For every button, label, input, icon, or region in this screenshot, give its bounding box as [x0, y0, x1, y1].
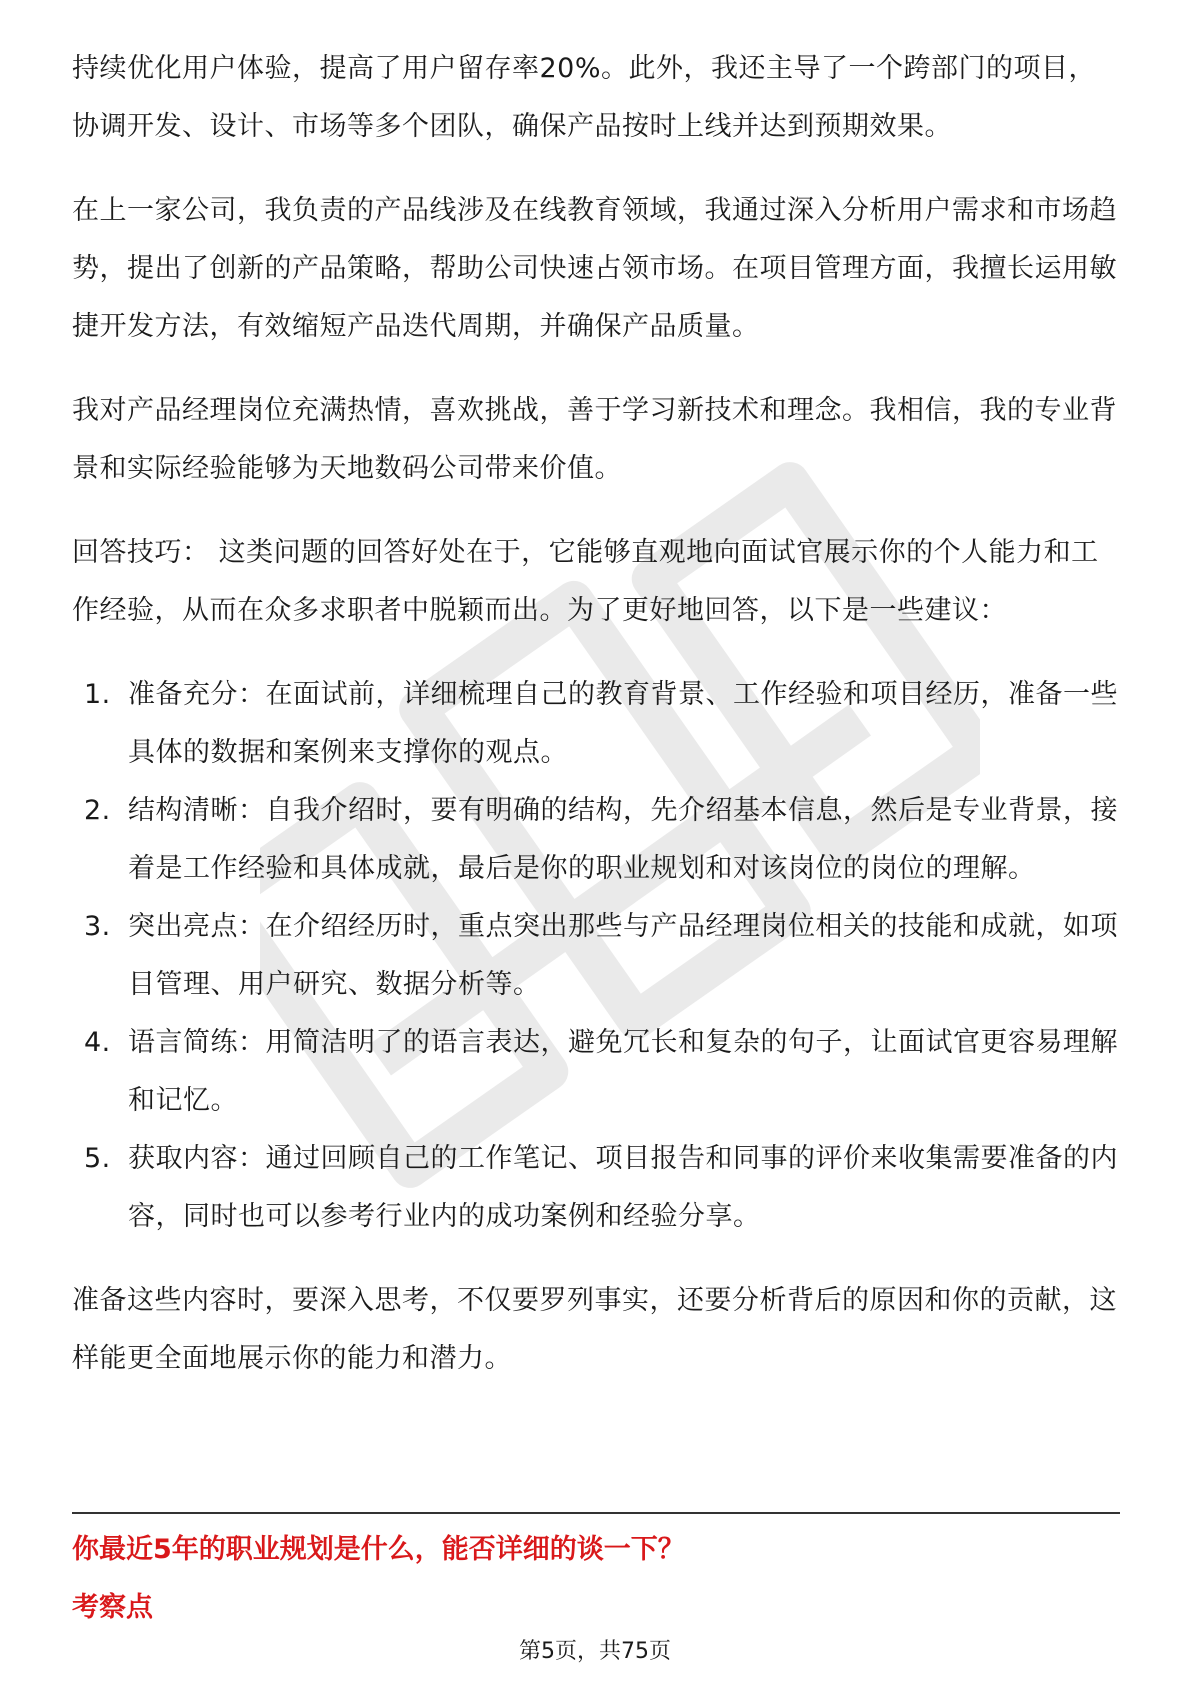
list-item-text: 获取内容：通过回顾自己的工作笔记、项目报告和同事的评价来收集需要准备的内容，同时也可以参考行业内的成功案例和经验分享。 — [128, 1143, 1118, 1232]
document-body — [72, 40, 1120, 1388]
list-item-number: 1. — [84, 679, 111, 710]
list-item-text: 准备充分：在面试前，详细梳理自己的教育背景、工作经验和项目经历，准备一些具体的数据和案例来支撑你的观点。 — [128, 679, 1118, 768]
list-item — [72, 898, 1120, 1014]
list-item — [72, 1130, 1120, 1246]
examination-point-label: 考察点 — [72, 1592, 153, 1623]
closing-paragraph: 准备这些内容时，要深入思考，不仅要罗列事实，还要分析背后的原因和你的贡献，这样能更全面地展示你的能力和潜力。 — [72, 1285, 1117, 1374]
list-item-number: 2. — [84, 795, 111, 826]
list-item-text: 突出亮点：在介绍经历时，重点突出那些与产品经理岗位相关的技能和成就，如项目管理、用户研究、数据分析等。 — [128, 911, 1118, 1000]
list-item — [72, 666, 1120, 782]
body-paragraph: 持续优化用户体验，提高了用户留存率20%。此外，我还主导了一个跨部门的项目，协调开发、设计、市场等多个团队，确保产品按时上线并达到预期效果。 — [72, 53, 1097, 142]
body-paragraph: 在上一家公司，我负责的产品线涉及在线教育领域，我通过深入分析用户需求和市场趋势，提出了创新的产品策略，帮助公司快速占领市场。在项目管理方面，我擅长运用敏捷开发方法，有效缩短产品迭代周期，并确保产品质量。 — [72, 195, 1117, 342]
page-number: 第5页，共75页 — [519, 1639, 671, 1664]
list-item — [72, 1014, 1120, 1130]
list-item — [72, 782, 1120, 898]
tips-list — [72, 666, 1120, 1246]
list-item-text: 语言简练：用简洁明了的语言表达，避免冗长和复杂的句子，让面试官更容易理解和记忆。 — [128, 1027, 1118, 1116]
answer-tips-intro: 回答技巧： 这类问题的回答好处在于，它能够直观地向面试官展示你的个人能力和工作经验，从而在众多求职者中脱颖而出。为了更好地回答，以下是一些建议： — [72, 537, 1099, 626]
next-question-heading: 你最近5年的职业规划是什么，能否详细的谈一下？ — [72, 1534, 685, 1565]
list-item-number: 4. — [84, 1027, 111, 1058]
list-item-number: 3. — [84, 911, 111, 942]
list-item-text: 结构清晰：自我介绍时，要有明确的结构，先介绍基本信息，然后是专业背景，接着是工作经验和具体成就，最后是你的职业规划和对该岗位的岗位的理解。 — [128, 795, 1118, 884]
body-paragraph: 我对产品经理岗位充满热情，喜欢挑战，善于学习新技术和理念。我相信，我的专业背景和实际经验能够为天地数码公司带来价值。 — [72, 395, 1117, 484]
list-item-number: 5. — [84, 1143, 111, 1174]
section-divider — [72, 1512, 1120, 1514]
